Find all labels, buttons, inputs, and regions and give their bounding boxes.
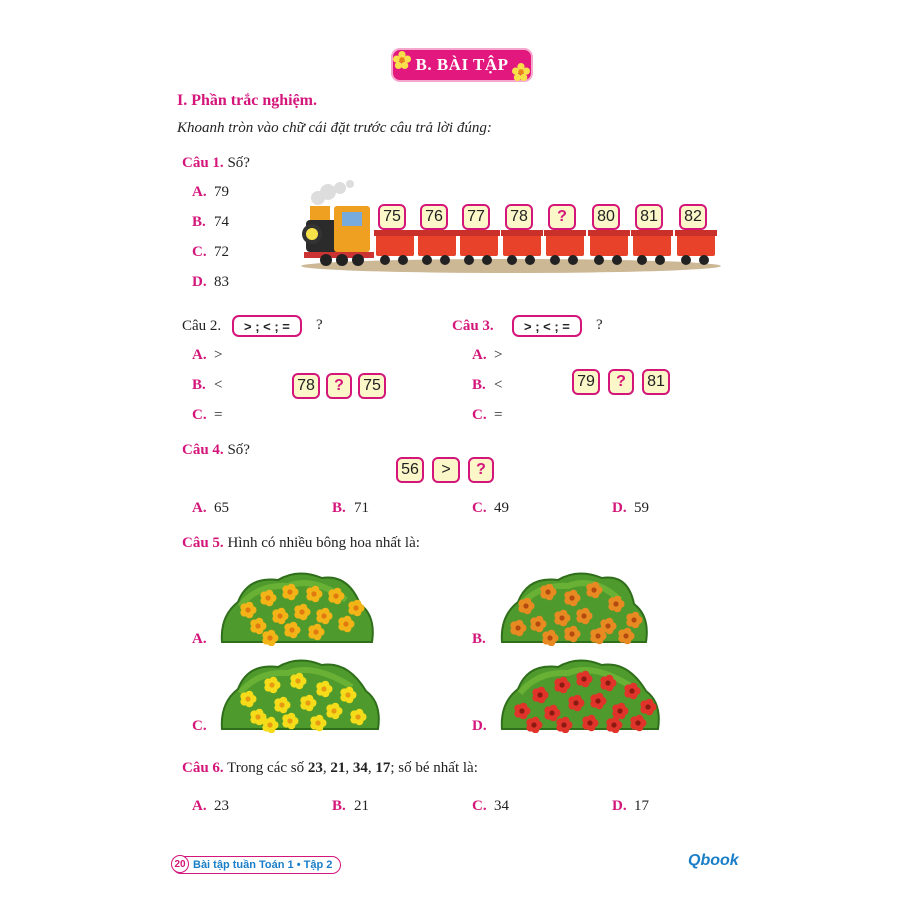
flower-center (267, 635, 272, 640)
q2-box-question: ? (326, 373, 352, 399)
q3-label: Câu 3. (452, 318, 494, 334)
flower-center (353, 605, 358, 610)
q5-label: Câu 5. (182, 535, 224, 551)
wagon-wheel (568, 255, 578, 265)
q6-prompt-post: ; số bé nhất là: (390, 760, 478, 776)
q2-box-left: 78 (292, 373, 320, 399)
q6-number-3: 34 (352, 760, 368, 776)
q4-option-a[interactable]: A. 65 (192, 500, 229, 516)
wagon-wheel (550, 255, 560, 265)
q4-option-c[interactable]: C. 49 (472, 500, 509, 516)
q3-symbols: > ; < ; = (524, 318, 570, 334)
flower-center (547, 635, 552, 640)
q5-option-a[interactable]: A. (192, 631, 207, 647)
q1-label: Câu 1. (182, 155, 224, 171)
q4-option-b[interactable]: B. 71 (332, 500, 369, 516)
flower-center (581, 676, 586, 681)
q6-option-d[interactable]: D. 17 (612, 798, 649, 814)
flower-center (581, 613, 586, 618)
flower-center (531, 722, 536, 727)
q1-option-a[interactable]: A. 79 (192, 184, 229, 200)
train-wagon (546, 234, 584, 256)
wagon-rim (416, 230, 458, 236)
q1-wagon-number-box: 82 (679, 204, 707, 230)
q1-option-b[interactable]: B. 74 (192, 214, 229, 230)
flower-center (635, 720, 640, 725)
q1-wagon-number-box: 75 (378, 204, 406, 230)
q2-symbols-box (232, 315, 302, 337)
section-heading: I. Phần trắc nghiệm. (177, 92, 317, 109)
q2-option-a[interactable]: A. > (192, 347, 223, 363)
flower-center (587, 720, 592, 725)
train-wagon (503, 234, 541, 256)
flower-center (559, 615, 564, 620)
q6-number-4: 17 (375, 760, 391, 776)
q1-option-c[interactable]: C. 72 (192, 244, 229, 260)
flower-center (321, 613, 326, 618)
flower-center (617, 708, 622, 713)
flower-center (569, 595, 574, 600)
q5-option-d[interactable]: D. (472, 718, 487, 734)
flower-center (595, 698, 600, 703)
train-wagon (677, 234, 715, 256)
q1-option-d[interactable]: D. 83 (192, 274, 229, 290)
wagon-wheel (699, 255, 709, 265)
flower-center (255, 623, 260, 628)
flower-center (265, 595, 270, 600)
instruction-text: Khoanh tròn vào chữ cái đặt trước câu trả lời đúng: (177, 120, 492, 136)
q2-box-right: 75 (358, 373, 386, 399)
q5-heading (182, 535, 420, 552)
flower-center (605, 680, 610, 685)
q4-box-question: ? (468, 457, 494, 483)
flower-center (569, 631, 574, 636)
q1-prompt: Số? (227, 155, 250, 171)
section-title: B. BÀI TẬP (415, 55, 509, 74)
flower-center (245, 696, 250, 701)
flower-center (287, 589, 292, 594)
bush-image-d (498, 655, 662, 733)
q6-option-c[interactable]: C. 34 (472, 798, 509, 814)
q4-label: Câu 4. (182, 442, 224, 458)
train-wagon (376, 234, 414, 256)
flower-center (289, 627, 294, 632)
q4-prompt: Số? (227, 442, 250, 458)
q6-option-b[interactable]: B. 21 (332, 798, 369, 814)
wagon-wheel (655, 255, 665, 265)
page-number: 20 (171, 855, 189, 873)
flower-center (631, 617, 636, 622)
q1-wagon-number-box: 76 (420, 204, 448, 230)
flower-center (535, 621, 540, 626)
wagon-rim (458, 230, 500, 236)
q6-label: Câu 6. (182, 760, 224, 776)
wagon-rim (631, 230, 673, 236)
flower-icon (512, 63, 530, 81)
q1-wagon-number-box: 81 (635, 204, 663, 230)
flower-center (279, 702, 284, 707)
flower-center (255, 714, 260, 719)
flower-center (315, 720, 320, 725)
q1-wagon-question-box: ? (548, 204, 576, 230)
q3-box-question: ? (608, 369, 634, 395)
flower-center (313, 629, 318, 634)
wagon-wheel (398, 255, 408, 265)
flower-center (523, 603, 528, 608)
wagon-rim (501, 230, 543, 236)
flower-center (287, 718, 292, 723)
wagon-rim (544, 230, 586, 236)
flower-center (267, 722, 272, 727)
wagon-wheel (681, 255, 691, 265)
q5-option-b[interactable]: B. (472, 631, 486, 647)
q6-option-a[interactable]: A. 23 (192, 798, 229, 814)
book-title: Bài tập tuần Toán 1 • Tập 2 (193, 859, 333, 871)
wagon-wheel (440, 255, 450, 265)
flower-center (331, 708, 336, 713)
wagon-wheel (525, 255, 535, 265)
q1-wagon-number-box: 77 (462, 204, 490, 230)
flower-center (629, 688, 634, 693)
q2-option-b[interactable]: B. < (192, 377, 223, 393)
flower-center (623, 633, 628, 638)
flower-center (345, 692, 350, 697)
q3-qmark: ? (596, 317, 603, 333)
flower-center (299, 609, 304, 614)
flower-center (545, 589, 550, 594)
flower-center (613, 601, 618, 606)
flower-center (519, 708, 524, 713)
bush-image-a (218, 568, 376, 646)
q5-prompt: Hình có nhiều bông hoa nhất là: (227, 535, 420, 551)
q4-heading (182, 442, 250, 459)
q5-option-c[interactable]: C. (192, 718, 207, 734)
wagon-rim (675, 230, 717, 236)
wagon-wheel (507, 255, 517, 265)
flower-center (311, 591, 316, 596)
q2-symbols: > ; < ; = (244, 318, 290, 334)
footer-book-title (172, 856, 341, 874)
q6-prompt-pre: Trong các số (227, 760, 305, 776)
bush-image-b (498, 568, 650, 646)
flower-center (549, 710, 554, 715)
wagon-rim (588, 230, 630, 236)
flower-center (305, 700, 310, 705)
bush-image-c (218, 655, 382, 733)
train-wagon (633, 234, 671, 256)
wagon-wheel (612, 255, 622, 265)
q3-option-b[interactable]: B. < (472, 377, 503, 393)
wagon-wheel (594, 255, 604, 265)
q4-box-number: 56 (396, 457, 424, 483)
flower-center (537, 692, 542, 697)
flower-center (611, 722, 616, 727)
flower-center (333, 593, 338, 598)
q3-box-left: 79 (572, 369, 600, 395)
q6-heading: Câu 6. Trong các số 23, 21, 34, 17; số bé nhất là: (182, 760, 478, 776)
flower-center (591, 587, 596, 592)
train-wagon (590, 234, 628, 256)
flower-center (321, 686, 326, 691)
wagon-wheel (482, 255, 492, 265)
flower-center (269, 682, 274, 687)
q2-label: Câu 2. (182, 318, 222, 334)
publisher-logo: Qbook (688, 852, 739, 869)
q1-wagon-number-box: 80 (592, 204, 620, 230)
q3-box-right: 81 (642, 369, 670, 395)
flower-center (245, 607, 250, 612)
wagon-wheel (464, 255, 474, 265)
flower-icon (393, 51, 411, 69)
q6-number-2: 21 (330, 760, 346, 776)
q1-heading (182, 155, 250, 172)
q1-wagon-number-box: 78 (505, 204, 533, 230)
train-wagon (460, 234, 498, 256)
flower-center (355, 714, 360, 719)
q4-box-symbol: > (432, 457, 460, 483)
flower-center (343, 621, 348, 626)
flower-center (645, 704, 650, 709)
flower-center (515, 625, 520, 630)
wagon-wheel (422, 255, 432, 265)
q3-option-a[interactable]: A. > (472, 347, 503, 363)
q6-number-1: 23 (307, 760, 323, 776)
flower-center (595, 633, 600, 638)
q2-qmark: ? (316, 317, 323, 333)
flower-center (605, 623, 610, 628)
q3-option-c[interactable]: C. = (472, 407, 503, 423)
wagon-rim (374, 230, 416, 236)
q4-option-d[interactable]: D. 59 (612, 500, 649, 516)
q3-symbols-box (512, 315, 582, 337)
q2-option-c[interactable]: C. = (192, 407, 223, 423)
flower-center (295, 678, 300, 683)
flower-center (559, 682, 564, 687)
flower-center (573, 700, 578, 705)
wagon-wheel (380, 255, 390, 265)
wagon-wheel (637, 255, 647, 265)
flower-center (561, 722, 566, 727)
flower-center (277, 613, 282, 618)
train-wagon (418, 234, 456, 256)
